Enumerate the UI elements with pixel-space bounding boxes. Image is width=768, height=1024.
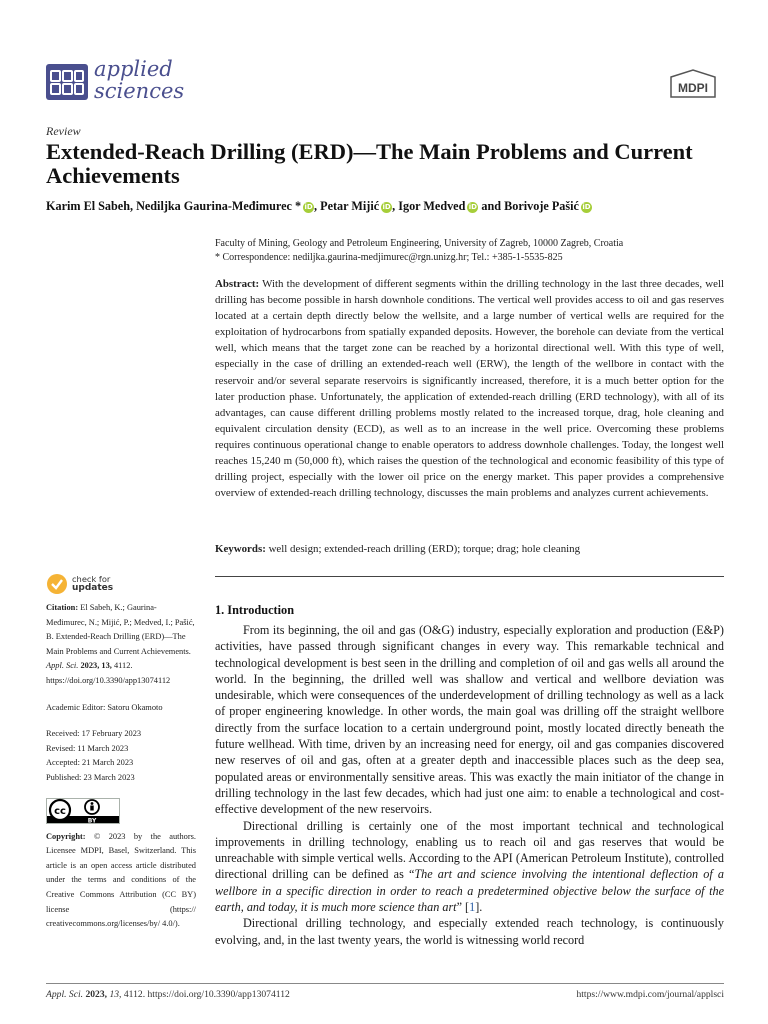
paragraph-3: Directional drilling technology, and especially extended reach technology, is continuously evolving, and, in the last twenty years, the world is witnessing world record (215, 916, 724, 947)
author-list (46, 199, 746, 214)
author-separator: , (392, 199, 399, 213)
author-name[interactable]: Petar Mijić (320, 199, 380, 213)
keywords-text: well design; extended-reach drilling (ERD); torque; drag; hole cleaning (268, 543, 581, 555)
footer-journal-url[interactable]: https://www.mdpi.com/journal/applsci (576, 989, 724, 1000)
by-badge-text: BY (87, 817, 97, 824)
abstract-label: Abstract: (215, 278, 260, 290)
correspondence: * Correspondence: nediljka.gaurina-medjimurec@rgn.unizg.hr; Tel.: +385-1-5535-825 (215, 252, 563, 263)
author-name[interactable]: Karim El Sabeh (46, 199, 130, 213)
citation (46, 601, 196, 689)
keywords (215, 543, 724, 555)
page-footer (46, 989, 724, 1000)
mdpi-logo-icon[interactable] (667, 69, 719, 99)
journal-name-line1: applied (94, 57, 173, 81)
publication-date: Received: 17 February 2023 (46, 729, 142, 739)
dates (46, 727, 196, 785)
citation-journal: Appl. Sci. (46, 661, 79, 671)
author-name[interactable]: Igor Medved (398, 199, 466, 213)
footer-volume: 13, (109, 989, 122, 1000)
orcid-icon[interactable]: iD (382, 203, 391, 211)
check-updates-text (72, 575, 113, 593)
author-separator: , (314, 199, 321, 213)
footer-divider (46, 983, 724, 984)
copyright-text: © 2023 by the authors. Licensee MDPI, Basel, Switzerland. This article is an open access article distributed under the terms and conditions of the Creative Commons Attribution (CC BY) license (https:// creativecommons.org/licenses/by/ 4.0/). (46, 831, 197, 929)
footer-year: 2023, (85, 989, 108, 1000)
check-updates-line1: check for (72, 574, 111, 584)
footer-journal: Appl. Sci. (46, 989, 84, 1000)
check-updates-line2: updates (72, 583, 114, 593)
publication-date: Accepted: 21 March 2023 (46, 758, 134, 768)
citation-label: Citation: (46, 603, 79, 612)
journal-logo[interactable] (46, 58, 184, 104)
journal-name (94, 58, 184, 102)
affiliation-block (215, 237, 623, 265)
abstract-text: With the development of different segments within the drilling technology in the last three decades, well drilling has become possible in harsh downhole conditions. The vertical well provides access to oil and gas reserves located at a certain depth directly below the wellsite, and a large number of vertical wells are required for the exploitation of hydrocarbons from spatially expanded deposits. However, the borehole can deviate from the vertical well, which means that the target zone can be reached by a horizontal directional well. With this type of well, especially in the case of drilling an extended-reach well (ERW), the length of the wellbore in contact with the reservoir and/or several separate reservoirs is significantly increased, therefore, it is a much better option for the later production phase. Unfortunately, the application of extended-reach drilling (ERD technology), with all of its advantages, can cause different drilling problems mostly related to the increased torque, drag, hole cleaning and equivalent circulation density (ECD), as well as to an increase in the well price. Overcoming these problems requires continuous operational change to enable operators to address downhole challenges. Today, the longest well reaches 15,240 m (50,000 ft), which raises the question of the technological and economic feasibility of this type of drilling project, especially with the lower oil price on the energy market. This paper provides a comprehensive overview of extended-reach drilling technology, discusses the main problems and analyzes current achievements. (215, 278, 724, 500)
footer-citation (46, 989, 290, 1000)
author-name[interactable]: Borivoje Pašić (504, 199, 579, 213)
publication-date: Revised: 11 March 2023 (46, 743, 129, 753)
article-title: Extended-Reach Drilling (ERD)—The Main Problems and Current Achievements (46, 139, 693, 188)
section-heading: 1. Introduction (215, 603, 295, 617)
copyright (46, 830, 196, 932)
abstract (215, 276, 724, 501)
academic-editor: Academic Editor: Satoru Okamoto (46, 702, 163, 712)
introduction-body (215, 622, 724, 948)
applied-sciences-logo-icon (46, 64, 88, 100)
author-separator: , (129, 199, 137, 213)
paragraph-1: From its beginning, the oil and gas (O&G) industry, especially exploration and production (E&P) activities, have passed through significant changes in every way. This remarkable technical and technological development is best seen in the drilling and completion of oil and gas wells all around the world. In the beginning, the drilled well was shallow and vertical and wellbore deviation was undesirable, which were consequences of the underdevelopment of drilling technology as well as a lack of proper engineering knowledge. In other words, the main goal was drilling off the straight wellbore directly from the surface location to a certain underground point, mostly located directly beneath the future wellhead. With time, driven by an increasing need for energy, oil and gas companies discovered new reserves of oil and gas, often at a greater depth and inaccessible places such as the deep sea, populated areas or environmentally sensitive areas. This was exactly the main initiator of the change in drilling technology in the last few decades, which had just one aim: to enable a technological and cost-effective development of the new reservoirs. (215, 623, 724, 817)
citation-text: El Sabeh, K.; Gaurina-Međimurec, N.; Mijić, P.; Medved, I.; Pašić, B. Extended-Reach Drilling (ERD)—The Main Problems and Current Achievements. (46, 603, 195, 656)
article-type: Review (46, 124, 81, 138)
ref-close: ]. (475, 900, 483, 915)
cc-badge-text: cc (54, 805, 66, 817)
orcid-icon[interactable]: iD (304, 203, 313, 211)
keywords-label: Keywords: (215, 543, 266, 555)
author-name[interactable]: Nediljka Gaurina-Međimurec * (136, 199, 302, 213)
affiliation: Faculty of Mining, Geology and Petroleum Engineering, University of Zagreb, 10000 Zagreb, Croatia (215, 238, 624, 249)
divider (215, 576, 724, 577)
publication-date: Published: 23 March 2023 (46, 772, 135, 782)
paragraph-2-text: Directional drilling is certainly one of the most important technical and technological improvements in drilling technology, enabling us to reach oil and gas reserves that would be unreachable with simple vertical wells. According to the API (American Petroleum Institute), controlled directional drilling can be defined as “ (215, 818, 724, 882)
publisher-name: MDPI (678, 81, 708, 95)
sidebar (46, 570, 196, 932)
check-for-updates-button[interactable] (46, 570, 196, 598)
author-separator: and (478, 199, 505, 213)
citation-doi[interactable]: 4112. https://doi.org/10.3390/app13074112 (46, 661, 171, 685)
journal-name-line2: sciences (94, 79, 185, 103)
orcid-icon[interactable]: iD (582, 203, 591, 211)
footer-doi[interactable]: 4112. https://doi.org/10.3390/app13074112 (123, 989, 290, 1000)
cc-by-license-icon[interactable] (46, 798, 120, 824)
quote-close: ” [ (456, 900, 470, 915)
check-updates-icon (46, 573, 68, 595)
citation-volume: 2023, 13, (80, 661, 112, 671)
paragraph-2 (215, 818, 724, 916)
api-definition-quote: The art and science involving the intentional deflection of a wellbore in a specific direction in order to reach a predetermined objective below the surface of the earth, and today, it is much more science than art (215, 867, 724, 915)
copyright-label: Copyright: (46, 831, 86, 841)
orcid-icon[interactable]: iD (468, 203, 477, 211)
reference-link[interactable]: 1 (469, 900, 476, 915)
